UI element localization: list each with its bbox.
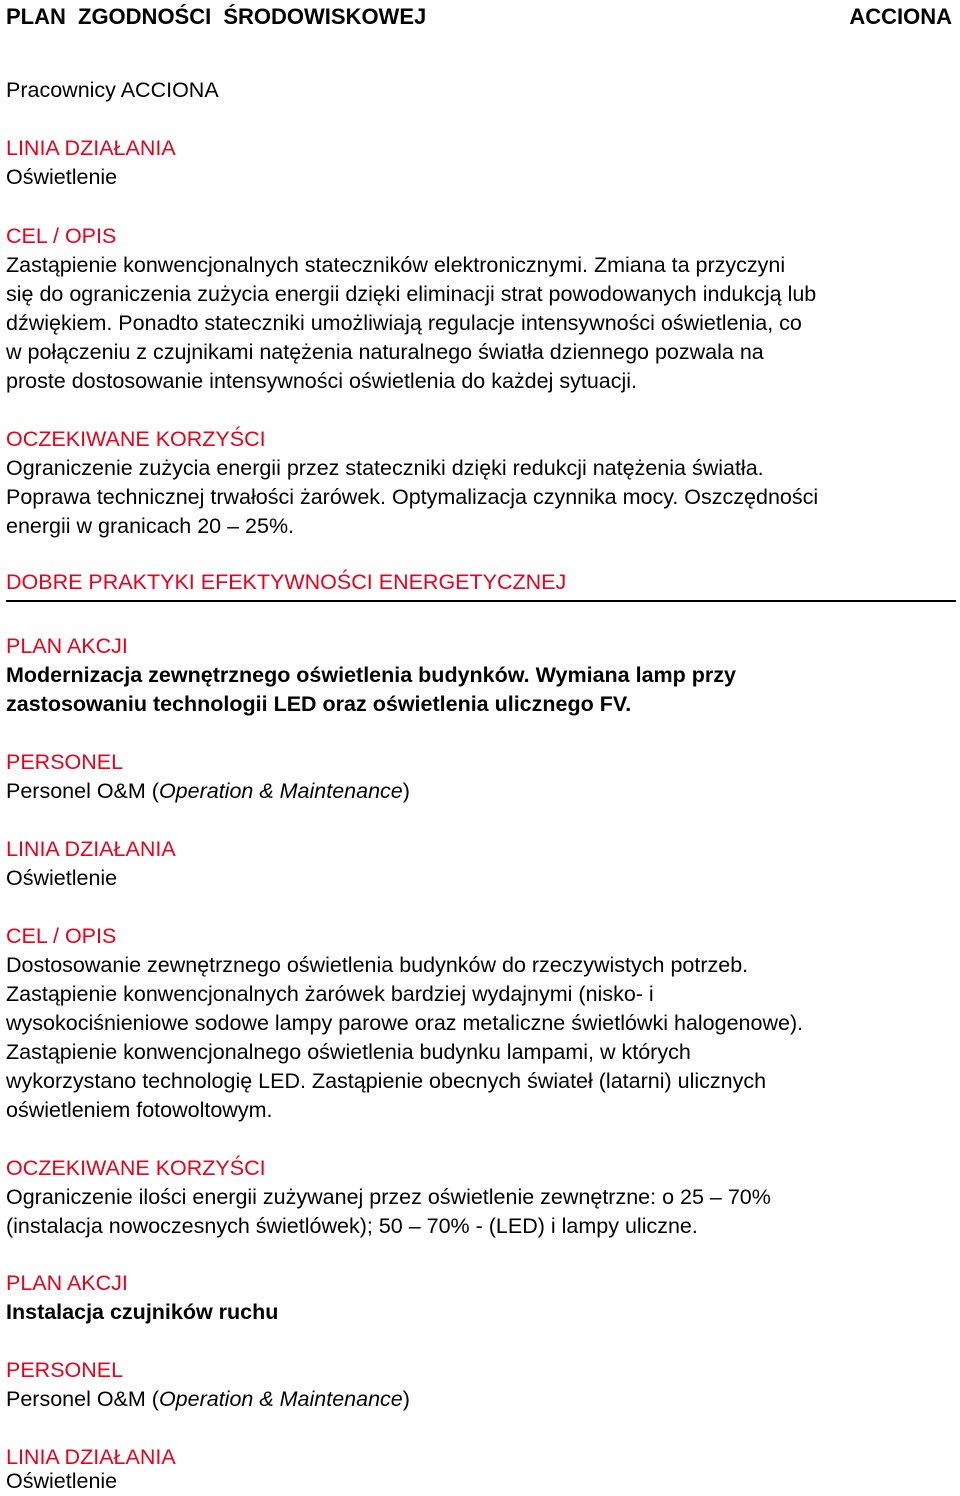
goal-line: Dostosowanie zewnętrznego oświetlenia budynków do rzeczywistych potrzeb. [6, 953, 749, 977]
personnel-suffix: ) [402, 779, 410, 803]
goal-line: dźwiękiem. Ponadto stateczniki umożliwiają regulacje intensywności oświetlenia, co [6, 311, 802, 335]
goal-line: w połączeniu z czujnikami natężenia naturalnego światła dziennego pozwala na [6, 340, 764, 364]
goal-line: wykorzystano technologię LED. Zastąpienie obecnych świateł (latarni) ulicznych [6, 1069, 767, 1093]
goal-line: proste dostosowanie intensywności oświetlenia do każdej sytuacji. [6, 369, 638, 393]
section-heading [6, 568, 956, 602]
benefits-label: OCZEKIWANE KORZYŚCI [6, 427, 266, 451]
goal-label: CEL / OPIS [6, 224, 117, 248]
personnel-italic: Operation & Maintenance [158, 779, 403, 803]
goal-line: Zastąpienie konwencjonalnych żarówek bardziej wydajnymi (nisko- i [6, 982, 654, 1006]
action-line-value: Oświetlenie [6, 1469, 118, 1493]
goal-line: Zastąpienie konwencjonalnych stateczników elektronicznymi. Zmiana ta przyczyni [6, 253, 786, 277]
personnel-text: Pracownicy ACCIONA [6, 78, 219, 102]
action-line-label: LINIA DZIAŁANIA [6, 1445, 176, 1469]
benefits-label: OCZEKIWANE KORZYŚCI [6, 1156, 266, 1180]
personnel-value [6, 777, 410, 806]
action-line-label: LINIA DZIAŁANIA [6, 837, 176, 861]
action-line-label: LINIA DZIAŁANIA [6, 136, 176, 160]
goal-label: CEL / OPIS [6, 924, 117, 948]
action-plan-line: zastosowaniu technologii LED oraz oświetlenia ulicznego FV. [6, 692, 632, 716]
personnel-suffix: ) [402, 1387, 410, 1411]
action-plan-line: Modernizacja zewnętrznego oświetlenia budynków. Wymiana lamp przy [6, 663, 736, 687]
benefits-line: Ograniczenie zużycia energii przez stateczniki dzięki redukcji natężenia światła. [6, 456, 764, 480]
action-plan-line: Instalacja czujników ruchu [6, 1300, 279, 1324]
goal-line: wysokociśnieniowe sodowe lampy parowe oraz metaliczne świetlówki halogenowe). [6, 1011, 804, 1035]
document-title: PLAN ZGODNOŚCI ŚRODOWISKOWEJ [6, 4, 427, 29]
action-plan-label: PLAN AKCJI [6, 1271, 128, 1295]
benefits-line: (instalacja nowoczesnych świetlówek); 50 – 70% - (LED) i lampy uliczne. [6, 1214, 698, 1238]
personnel-italic: Operation & Maintenance [158, 1387, 403, 1411]
benefits-line: Ograniczenie ilości energii zużywanej przez oświetlenie zewnętrzne: o 25 – 70% [6, 1185, 771, 1209]
goal-line: Zastąpienie konwencjonalnego oświetlenia budynku lampami, w których [6, 1040, 691, 1064]
personnel-label: PERSONEL [6, 750, 124, 774]
benefits-line: energii w granicach 20 – 25%. [6, 514, 295, 538]
personnel-prefix: Personel O&M ( [6, 779, 159, 803]
benefits-line: Poprawa technicznej trwałości żarówek. Optymalizacja czynnika mocy. Oszczędności [6, 485, 819, 509]
goal-line: oświetleniem fotowoltowym. [6, 1098, 273, 1122]
action-plan-label: PLAN AKCJI [6, 634, 128, 658]
action-line-value: Oświetlenie [6, 165, 118, 189]
action-line-value: Oświetlenie [6, 866, 118, 890]
goal-line: się do ograniczenia zużycia energii dzięki eliminacji strat powodowanych indukcją lub [6, 282, 817, 306]
personnel-prefix: Personel O&M ( [6, 1387, 159, 1411]
personnel-value [6, 1385, 410, 1414]
personnel-label: PERSONEL [6, 1358, 124, 1382]
company-name: ACCIONA [849, 4, 952, 29]
section-heading-text: DOBRE PRAKTYKI EFEKTYWNOŚCI ENERGETYCZNEJ [6, 570, 567, 594]
